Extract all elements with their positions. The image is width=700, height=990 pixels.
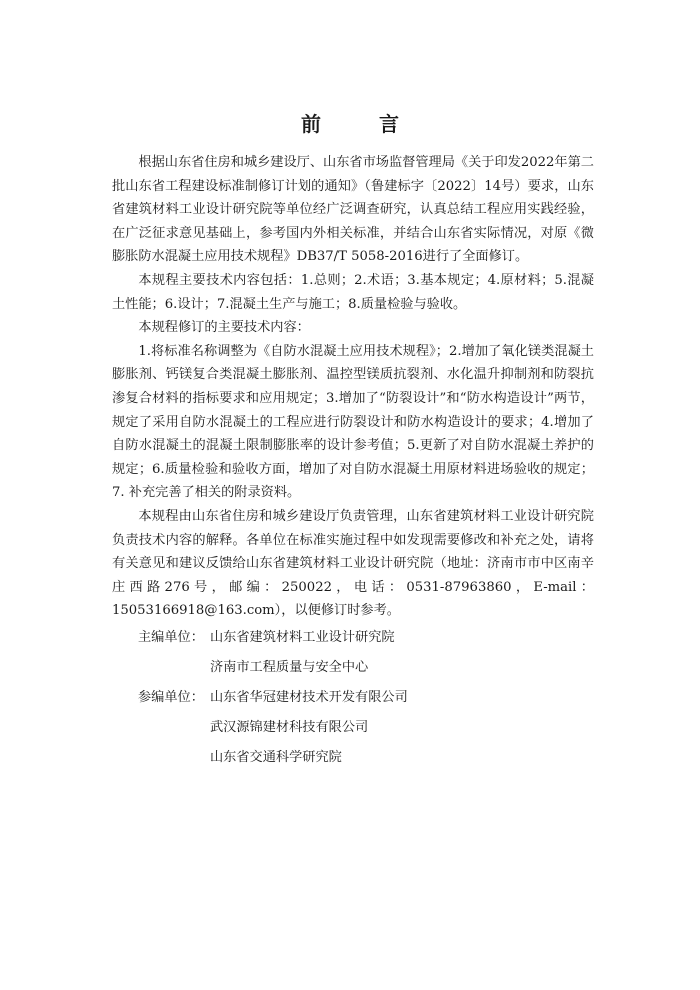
participating-unit-name: 山东省交通科学研究院 <box>210 749 342 765</box>
title-char-1: 前 <box>301 112 321 136</box>
units-list <box>112 623 594 773</box>
chief-unit-row <box>112 623 594 653</box>
title-char-2: 言 <box>379 112 399 136</box>
participating-unit-row <box>112 713 594 743</box>
preface-body <box>112 151 594 773</box>
revision-items-paragraph: 1.将标准名称调整为《自防水混凝土应用技术规程》；2.增加了氧化镁类混凝土膨胀剂、钙镁复合类混凝土膨胀剂、温控型镁质抗裂剂、水化温升抑制剂和防裂抗渗复合材料的指标要求和应用规定；3.增加了“防裂设计”和“防水构造设计”两节，规定了采用自防水混凝土的工程应进行防裂设计和防水构造设计的要求；4.增加了自防水混凝土的混凝土限制膨胀率的设计参考值；5.更新了对自防水混凝土养护的规定；6.质量检验和验收方面，增加了对自防水混凝土用原材料进场验收的规定；7. 补充完善了相关的附录资料。 <box>112 343 594 501</box>
intro-paragraph: 根据山东省住房和城乡建设厅、山东省市场监督管理局《关于印发2022年第二批山东省工程建设标准制修订计划的通知》（鲁建标字〔2022〕14号）要求，山东省建筑材料工业设计研究院等单位经广泛调查研究，认真总结工程应用实践经验，在广泛征求意见基础上，参考国内外相关标准，并结合山东省实际情况，对原《微膨胀防水混凝土应用技术规程》DB37/T 5058-2016进行了全面修订。 <box>112 155 594 265</box>
participating-unit-name: 山东省华冠建材技术开发有限公司 <box>210 689 408 705</box>
participating-unit-row <box>112 743 594 773</box>
management-paragraph: 本规程由山东省住房和城乡建设厅负责管理，山东省建筑材料工业设计研究院负责技术内容的解释。各单位在标准实施过程中如发现需要修改和补充之处，请将有关意见和建议反馈给山东省建筑材料工业设计研究院（地址：济南市市中区南辛庄西路276号，邮编：250022，电话：0531-87963860，E-mail：15053166918@163.com），以便修订时参考。 <box>112 508 594 619</box>
main-content-paragraph: 本规程主要技术内容包括：1.总则；2.术语；3.基本规定；4.原材料；5.混凝土性能；6.设计；7.混凝土生产与施工；8.质量检验与验收。 <box>112 272 594 312</box>
revision-heading: 本规程修订的主要技术内容： <box>138 320 310 336</box>
chief-unit-row <box>112 653 594 683</box>
participating-unit-name: 武汉源锦建材科技有限公司 <box>210 719 369 735</box>
participating-unit-label: 参编单位： <box>138 689 204 705</box>
chief-unit-name: 山东省建筑材料工业设计研究院 <box>210 629 395 645</box>
participating-unit-row <box>112 683 594 713</box>
page-title <box>0 108 700 137</box>
chief-unit-label: 主编单位： <box>138 629 204 645</box>
chief-unit-name: 济南市工程质量与安全中心 <box>210 659 369 675</box>
